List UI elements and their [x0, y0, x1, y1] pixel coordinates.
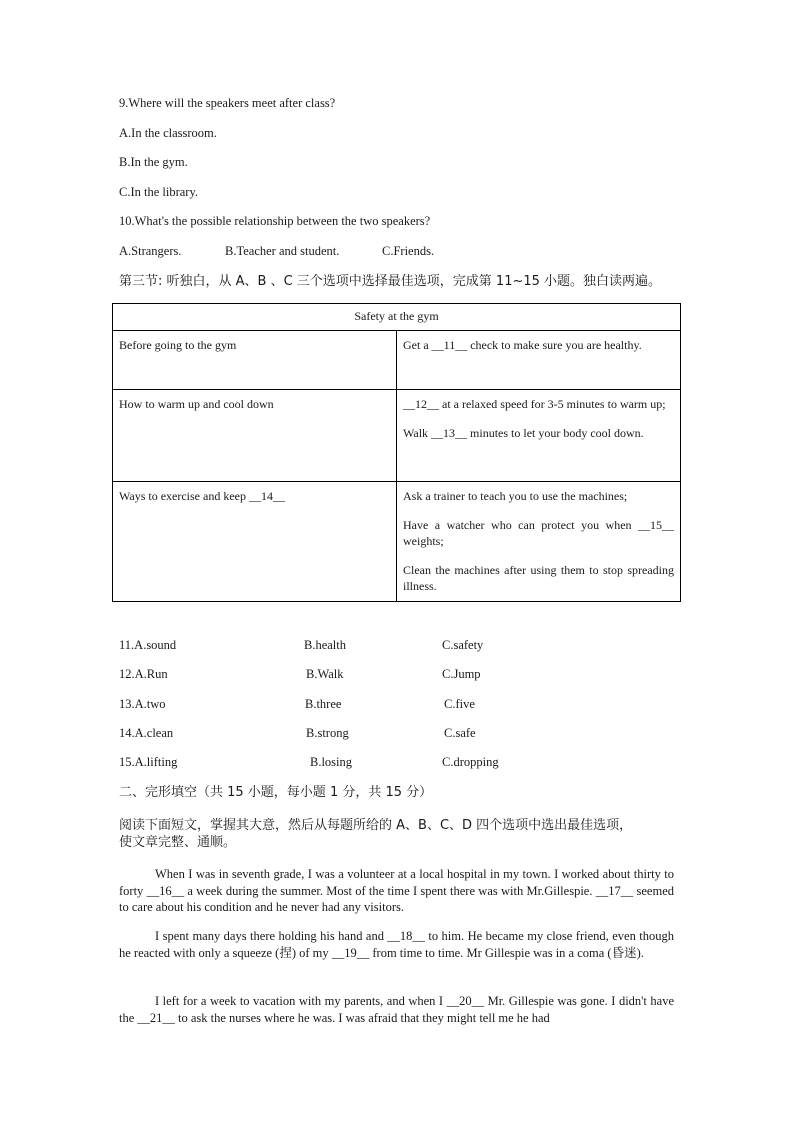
option-14c: C.safe — [444, 726, 476, 740]
option-15b: B.losing — [310, 755, 353, 769]
cloze-instruction-line1: 阅读下面短文，掌握其大意，然后从每题所给的 A、B、C、D 四个选项中选出最佳选项， — [119, 818, 633, 833]
question-9: 9.Where will the speakers meet after class? — [119, 96, 336, 110]
option-11b: B.health — [304, 638, 347, 652]
option-10a: A.Strangers. — [119, 244, 182, 258]
table-cell-text: Ask a trainer to teach you to use the machines; — [403, 489, 628, 503]
option-12c: C.Jump — [442, 667, 481, 681]
option-12a: 12.A.Run — [119, 667, 168, 681]
option-12b: B.Walk — [306, 667, 344, 681]
table-title: Safety at the gym — [113, 304, 681, 331]
table-cell-text: Clean the machines after using them to stop spreading illness. — [403, 563, 674, 593]
safety-table — [112, 303, 681, 602]
cloze-instruction-line2: 使文章完整、通顺。 — [119, 835, 237, 850]
option-14b: B.strong — [306, 726, 349, 740]
table-row-content — [397, 482, 681, 602]
option-14a: 14.A.clean — [119, 726, 174, 740]
table-cell-text: Get a __11__ check to make sure you are healthy. — [403, 338, 642, 352]
table-row-content — [397, 390, 681, 482]
table-row-label: Before going to the gym — [113, 331, 397, 390]
cloze-paragraph-2: I spent many days there holding his hand and __18__ to him. He became my close friend, even though he reacted with only a squeeze (捏) of my __19__ from time to time. Mr Gillespie was in a coma (昏迷). — [119, 929, 674, 960]
table-cell-text: Walk __13__ minutes to let your body cool down. — [403, 426, 644, 440]
option-13c: C.five — [444, 697, 475, 711]
option-9b: B.In the gym. — [119, 155, 188, 169]
option-15c: C.dropping — [442, 755, 499, 769]
cloze-heading: 二、完形填空（共 15 小题，每小题 1 分，共 15 分） — [119, 785, 433, 800]
table-row-content — [397, 331, 681, 390]
option-13a: 13.A.two — [119, 697, 166, 711]
option-10c: C.Friends. — [382, 244, 435, 258]
option-9a: A.In the classroom. — [119, 126, 217, 140]
option-15a: 15.A.lifting — [119, 755, 178, 769]
table-cell-text: Have a watcher who can protect you when __15__ weights; — [403, 518, 674, 548]
option-11c: C.safety — [442, 638, 484, 652]
question-10: 10.What's the possible relationship between the two speakers? — [119, 214, 431, 228]
table-row-label: Ways to exercise and keep __14__ — [113, 482, 397, 602]
table-cell-text: __12__ at a relaxed speed for 3-5 minutes to warm up; — [403, 397, 666, 411]
option-10b: B.Teacher and student. — [225, 244, 340, 258]
option-13b: B.three — [305, 697, 342, 711]
option-11a: 11.A.sound — [119, 638, 177, 652]
cloze-paragraph-1: When I was in seventh grade, I was a volunteer at a local hospital in my town. I worked about thirty to forty __16__ a week during the summer. Most of the time I spent there was with Mr.Gillespie. __17__ seemed to care about his condition and he never had any visitors. — [119, 867, 674, 914]
table-row-label: How to warm up and cool down — [113, 390, 397, 482]
option-9c: C.In the library. — [119, 185, 199, 199]
section3-instruction: 第三节: 听独白，从 A、B 、C 三个选项中选择最佳选项，完成第 11~15 小题。独白读两遍。 — [119, 274, 662, 289]
cloze-paragraph-3: I left for a week to vacation with my parents, and when I __20__ Mr. Gillespie was gone. I didn't have the __21__ to ask the nurses where he was. I was afraid that they might tell me he had — [119, 994, 674, 1025]
